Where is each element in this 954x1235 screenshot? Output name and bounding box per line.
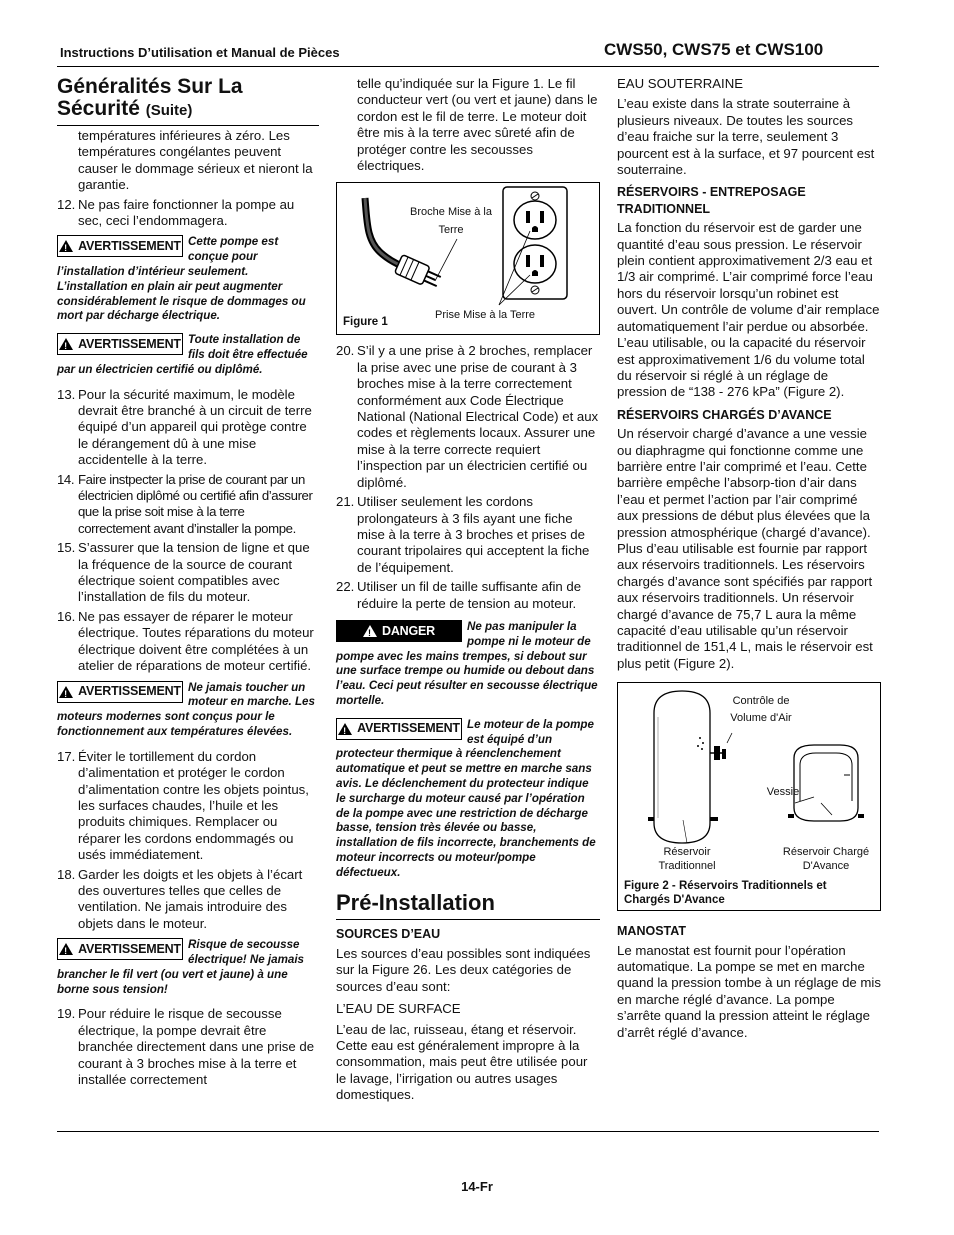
- column-middle: [336, 76, 600, 1110]
- list-item-18: [57, 867, 319, 933]
- warning-text: Cette pompe est conçue pour l’installation d’intérieur seulement. L’installation en plain air peut augmenter considérablement le risque de dommages ou mort par décharge électrique.: [57, 235, 306, 323]
- item-text: S’il y a une prise à 2 broches, remplacer la prise avec une prise de courant à 3 broches mise à la terre correctement conformément aux Code Électrique National (National Electrical Code) et aux codes et règlements locaux. Assurer une mise à la terre correcte requiert l’inspection par un électricien certifié ou diplômé.: [357, 343, 599, 490]
- header-divider: [57, 66, 879, 67]
- item-text: Éviter le tortillement du cordon d’alimentation et protéger le cordon d’alimentation contre les objets pointus, les surfaces chaudes, l’huile et les produits chimiques. Remplacer ou réparer les cordons endommagés ou usés immédiatement.: [78, 748, 309, 863]
- column-right: [617, 76, 881, 1047]
- warning-box-green-wire: [57, 938, 319, 997]
- figure-1-caption: Figure 1: [343, 316, 388, 329]
- list-item-12: [57, 197, 319, 230]
- item-number: 19.: [57, 1006, 76, 1022]
- warning-badge-label: AVERTISSEMENT: [78, 239, 181, 254]
- warning-badge: [57, 938, 183, 960]
- list-item-21: [336, 494, 600, 576]
- footer-divider: [57, 1131, 879, 1132]
- danger-badge-label: DANGER: [382, 623, 435, 638]
- item-text: S’assurer que la tension de ligne et que la fréquence de la source de courant électrique soient compatibles avec l’installation de fils du moteur.: [78, 540, 310, 605]
- section-title-text: Généralités Sur La Sécurité: [57, 75, 243, 120]
- warning-icon: [59, 240, 73, 252]
- item-text: Garder les doigts et les objets à l’écart des ouvertures telles que celles de ventilation. Ne jamais introduire des objets dans le moteur.: [78, 866, 303, 931]
- heading-pressure-switch: MANOSTAT: [617, 924, 686, 939]
- list-item-15: [57, 540, 319, 606]
- section-title-preinstallation: Pré-Installation: [336, 890, 495, 916]
- warning-badge-label: AVERTISSEMENT: [78, 336, 181, 351]
- paragraph-pressure-switch: Le manostat est fournit pour l’opération automatique. La pompe se met en marche quand la pression tombe à un réglage de mis en marche réglé d’avance. La pompe s’arrête quand la pression atteint le réglage d’arrêt réglé d’avance.: [617, 942, 881, 1040]
- paragraph-precharged-tanks: Un réservoir chargé d’avance a une vessie ou diaphragme qui fonctionne comme une barrière entre l’air comprimé et l’eau. Cette barrière empêche l’absorp-tion d’air dans l’eau et permet l’action par l’air comprimé aux pressions de début plus élevées que la pression atmosphérique (chargé d’avance). Plus d’eau utilisable est fournie par rapport aux réservoirs traditionnels. Les réservoirs chargés d’avance sont spécifiés par rapport aux réservoirs traditionnels. Un réservoir chargé d’avance de 75,7 L aura la même capacité d’eau utilisable qu’un réservoir traditionnel de 151,4 L, mais le réservoir est plus petit (Figure 2).: [617, 426, 873, 671]
- figure-2-caption: Figure 2 - Réservoirs Traditionnels et Chargés D'Avance: [624, 880, 827, 907]
- warning-badge: [57, 681, 183, 703]
- list-item-19: [57, 1006, 319, 1088]
- warning-badge-label: AVERTISSEMENT: [78, 684, 181, 699]
- figure-2-label-precharged-tank: Réservoir Chargé D'Avance: [782, 846, 870, 873]
- list-item-13: [57, 387, 319, 469]
- heading-ground-water: EAU SOUTERRAINE: [617, 76, 744, 91]
- heading-water-sources: SOURCES D’EAU: [336, 927, 441, 942]
- list-item-20: [336, 343, 600, 491]
- figure-2-label-air-volume-control: Contrôle de Volume d'Air: [730, 695, 792, 725]
- figure-2-box: [617, 682, 881, 911]
- item-number: 12.: [57, 196, 76, 212]
- heading-precharged-tanks: RÉSERVOIRS CHARGÉS D’AVANCE: [617, 407, 832, 422]
- warning-badge: [57, 333, 183, 355]
- paragraph-continuation: telle qu’indiquée sur la Figure 1. Le fil conducteur vert (ou vert et jaune) dans le cordon est le fil de terre. Le moteur doit être mis à la terre avec sûreté afin de protéger contre les secousses électriques.: [357, 76, 598, 174]
- item-text: Pour réduire le risque de secousse électrique, la pompe devrait être branchée directement dans une prise de courant à 3 broches mise à la terre et installée correctement: [78, 1006, 315, 1087]
- item-text: Ne pas faire fonctionner la pompe au sec, ceci l’endommagera.: [78, 196, 295, 229]
- list-item-22: [336, 579, 600, 612]
- item-number: 21.: [336, 494, 355, 510]
- warning-icon: [59, 943, 73, 955]
- item-number: 15.: [57, 540, 76, 556]
- figure-1-box: [336, 182, 600, 335]
- list-item-17: [57, 749, 319, 864]
- header-manual-title: Instructions D’utilisation et Manual de Pièces: [60, 45, 340, 60]
- danger-badge: [336, 620, 462, 642]
- paragraph-continuation: températures inférieures à zéro. Les températures congélantes peuvent causer le dommage sérieux et nieront la garantie.: [78, 128, 313, 193]
- paragraph-ground-water: L’eau existe dans la strate souterraine à plusieurs niveaux. De toutes les sources d’eau fraiche sur la terre, seulement 3 pourcent est à la surface, et 97 pourcent est souterraine.: [617, 96, 875, 178]
- warning-text: Ne jamais toucher un moteur en marche. Les moteurs modernes sont conçus pour le fonctionnement aux températures élevées.: [57, 680, 315, 738]
- warning-badge: [57, 235, 183, 257]
- warning-badge: [336, 718, 462, 740]
- figure-1-label-grounded-outlet: Prise Mise à la Terre: [435, 309, 536, 322]
- warning-box-hot-motor: [57, 681, 319, 740]
- warning-icon: [59, 686, 73, 698]
- item-number: 17.: [57, 748, 76, 764]
- item-number: 14.: [57, 471, 75, 487]
- section-title-suffix: (Suite): [145, 102, 193, 119]
- warning-badge-label: AVERTISSEMENT: [357, 721, 460, 736]
- warning-text: Risque de secousse électrique! Ne jamais brancher le fil vert (ou vert et jaune) à une borne sous tension!: [57, 938, 304, 996]
- header-model-numbers: CWS50, CWS75 et CWS100: [604, 40, 824, 59]
- heading-surface-water: L’EAU DE SURFACE: [336, 1001, 461, 1017]
- warning-box-indoor: [57, 235, 319, 324]
- warning-badge-label: AVERTISSEMENT: [78, 941, 181, 956]
- warning-icon: [363, 625, 377, 637]
- item-text: Utiliser seulement les cordons prolongateurs à 3 fils ayant une fiche mise à la terre à 3 broches et prises de courant tripolaires qui acceptent la fiche de l’équipement.: [357, 494, 590, 575]
- figure-2-label-traditional-tank: Réservoir Traditionnel: [658, 846, 716, 873]
- warning-icon: [59, 338, 73, 350]
- figure-1-label-ground-pin: Broche Mise à la Terre: [410, 206, 492, 237]
- danger-text: Ne pas manipuler la pompe ni le moteur de pompe avec les mains trempes, si debout sur une surface trempe ou humide ou debout dans l’eau. Ceci peut résulter en secousse électrique mortelle.: [336, 619, 598, 707]
- section-divider: [336, 919, 600, 920]
- item-number: 18.: [57, 866, 76, 882]
- paragraph-traditional-tanks: La fonction du réservoir est de garder une quantité d’eau sous pression. Le réservoir plein contient approximativement 2/3 eau et 1/3 air comprimé. L’air comprimé force l’eau hors du réservoir lorsqu’un robinet est ouvert. Un contrôle de volume d’air remplace automatiquement l’air perdue ou absorbée. L’eau utilisable, ou la capacité du réservoir est approximativement 1/6 du volume total du réservoir si réglé à un réglage de pression de “138 - 276 kPa” (Figure 2).: [617, 220, 880, 400]
- section-title-safety: [57, 76, 319, 122]
- item-text: Ne pas essayer de réparer le moteur électrique. Toutes réparations du moteur électrique doivent être complétées à un atelier de réparations de moteur certifié.: [78, 608, 314, 674]
- paragraph-surface-water: L’eau de lac, ruisseau, étang et réservoir. Cette eau est généralement impropre à la consommation, mais peut être utilisée pour le lavage, l’irrigation ou autres usages domestiques.: [336, 1021, 588, 1103]
- paragraph-water-sources: Les sources d’eau possibles sont indiquées sur la Figure 26. Les deux catégories de sources d’eau sont:: [336, 945, 591, 994]
- warning-icon: [338, 723, 352, 735]
- item-number: 13.: [57, 386, 76, 402]
- list-item-16: [57, 609, 319, 675]
- item-text: Pour la sécurité maximum, le modèle devrait être branché à un circuit de terre équipé d’un appareil qui protège contre le dérangement dû à une mise accidentelle à la terre.: [78, 386, 312, 468]
- list-item-14: [57, 472, 319, 538]
- section-divider: [57, 125, 319, 126]
- page-number: 14-Fr: [461, 1179, 493, 1194]
- item-number: 20.: [336, 343, 355, 359]
- heading-traditional-tanks: RÉSERVOIRS - ENTREPOSAGE TRADITIONNEL: [617, 185, 806, 216]
- warning-text: Le moteur de la pompe est équipé d’un protecteur thermique à réenclenchement automatique et peut se mettre en marche sans avis. Le déclenchement du protecteur indique le surcharge du moteur causé par l’opération de la pompe avec une restriction de décharge basse, tension très élevée ou basse, installation de fils incorrecte, branchements de moteur incorrects ou moteur/pompe défectueux.: [336, 717, 596, 879]
- item-number: 16.: [57, 608, 76, 624]
- warning-box-thermal-protector: [336, 718, 600, 881]
- figure-2-label-bladder: Vessie: [766, 786, 800, 799]
- warning-text: Toute installation de fils doit être effectuée par un électricien certifié ou diplômé.: [57, 333, 308, 376]
- item-text: Faire instpecter la prise de courant par un électricien diplômé ou certifié afin d’assurer que la prise soit mise à la terre correctement avant d’installer la pompe.: [78, 471, 313, 536]
- item-text: Utiliser un fil de taille suffisante afin de réduire la perte de tension au moteur.: [357, 579, 582, 611]
- danger-box-wet-hands: [336, 620, 600, 709]
- item-number: 22.: [336, 579, 355, 595]
- warning-box-electrician: [57, 333, 319, 377]
- column-left: [57, 76, 319, 1091]
